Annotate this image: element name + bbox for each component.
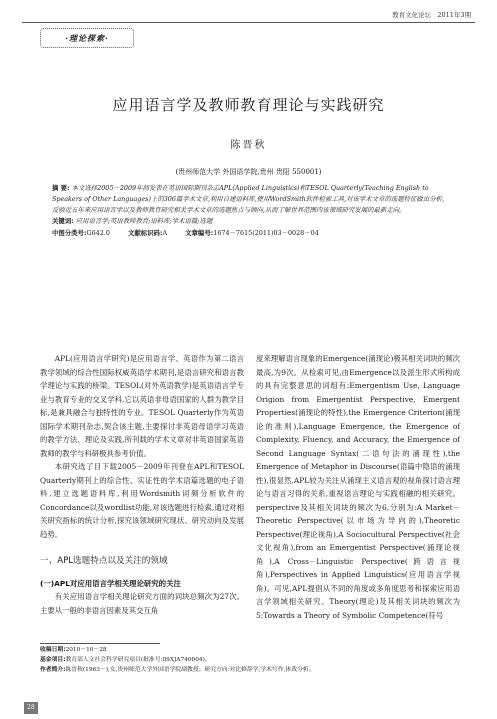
footnote-rule	[40, 643, 160, 644]
header-rule	[22, 22, 475, 23]
page-number: 28	[24, 702, 38, 714]
abstract-block	[52, 183, 445, 239]
journal-name: 教育文化论坛	[392, 11, 432, 19]
left-column	[40, 352, 244, 617]
keywords-text: 应用语言学;英语教师教育;语料库;学术语篇;选题	[75, 217, 213, 225]
classification-line	[52, 228, 445, 239]
doc-value: A	[162, 229, 168, 237]
abstract-label: 摘 要:	[52, 184, 70, 192]
right-paragraph-1: 度来理解语言现象的Emergence(涌现论)极其相关词块的频次最高,为9次。从检索可见,由Emergence以及派生形式所构成的具有完整意思的词组有:Emergentism Use, Language Origion from Emergentist Perspective, Emergent Properties(涌现论的特性),the Emergence Criterion(涌现论的准则),Language Emergence, the Emergence of Complexity, Fluency, and Accuracy, the Emergence of Second Language Syntax(二语句法的涌现性),the Emergence of Metaphor in Discourse(语篇中隐语的涌现性),很显然,APL较为关注从涌现主义语言观的视角探讨语言理论与语言习得的关系,重视语言理论与实践相融的相关研究。perspective及其相关词块的频次为6,分别为:A Market－Theoretic Perspective(以市场为导向的),Theoretic Perspective(理论视角),A Sociocultural Perspective(社会文化视角),from an Emergentist Perspective(涌现论视角),A Cross－Linguistic Perspective(跨语言视角),Perspectives in Applied Linguistics(应用语言学视角)。可见,APL提倡从不同的角度或多角度思考和探索应用语言学领域相关研究。Theory(理论)及其相关词块的频次为5:Towards a Theory of Symbolic Competence(符号	[256, 354, 460, 620]
author-info: 作者简介:陈晋秋(1963－),女,贵州师范大学外国语学院副教授。研究方向:对比修辞学,学术写作,体裁分析。	[40, 667, 315, 673]
fund-info: 基金项目:教育部人文社会科学研究项目(批准号:09XJA740004)。	[40, 657, 211, 663]
clc-value: G642.0	[86, 229, 110, 237]
left-paragraph-1: APL(应用语言学研究)是应用语言学、英语作为第二语言教学领域的综合性国际权威英语学术期刊,是语言研究和语言教学理论与实践的桥梁。TESOL(对外英语教学)是英语语言学专业与教育专业的交叉学科,它以英语非母语国家的人群为教学目标,是兼具融合与独特性的专业。TESOL Quarterly作为英语国际学术期刊杂志,契合该主题,主要探讨非英语母语学习英语的教学方法、理论及实践,所刊载的学术文章对非英语国家英语教师的教学与科研极具参考价值。	[40, 354, 244, 458]
keywords-label: 关键词:	[52, 217, 74, 225]
keywords	[52, 216, 445, 227]
column-tag: ·理论探索·	[40, 28, 134, 48]
subsection-heading: (一)APL对应用语言学相关理论研究的关注	[40, 578, 181, 588]
id-label: 文章编号:	[185, 229, 214, 237]
abstract	[52, 183, 445, 216]
received-date: 收稿日期:2010－10－28	[40, 647, 107, 653]
affiliation: (贵州师范大学 外国语学院,贵州 贵阳 550001)	[175, 168, 322, 176]
author-name: 陈晋秋	[230, 140, 267, 151]
abstract-text: 本文选择2005－2009年间发表在英语国际期刊杂志APL(Applied Linguistics)和TESOL Quarterly(Teaching English to Speakers of Other Languages)上的306篇学术文章,利用自建语料库,使用WordSmith软件检索工具,对该学术文章的选题特征做出分析,反映近五年来应用语言学以及教师教育研究相关学术文章的选题焦点与倾向,从而了解世界范围内该领域研究发展的最新走向。	[52, 184, 445, 214]
doc-label: 文献标识码:	[127, 229, 163, 237]
issue: 2011年3期	[437, 11, 471, 19]
footnotes	[40, 645, 460, 675]
id-value: 1674－7615(2011)03－0028－04	[213, 229, 319, 237]
article-title: 应用语言学及教师教育理论与实践研究	[112, 96, 385, 114]
right-column	[256, 352, 460, 622]
clc-label: 中图分类号:	[52, 229, 87, 237]
left-paragraph-3: 有关应用语言学相关理论研究方面的词块总频次为27次。主要从一般的非语言因素及其交互角	[40, 592, 244, 615]
running-header	[392, 10, 471, 19]
section-heading: 一、APL选题特点以及关注的领域	[40, 556, 168, 566]
left-paragraph-2: 本研究选了目下载2005－2009年刊登在APL和TESOL Quarterly期刊上的综合性、实证性的学术语篇选题的电子语料,建立选题语料库,利用Wordsmith词频分析软件的Concordance以及wordlist功能,对该选题进行检索,通过对相关研究指标的统计分析,探究该领域研究现状、研究动向及发展趋势。	[40, 462, 244, 539]
